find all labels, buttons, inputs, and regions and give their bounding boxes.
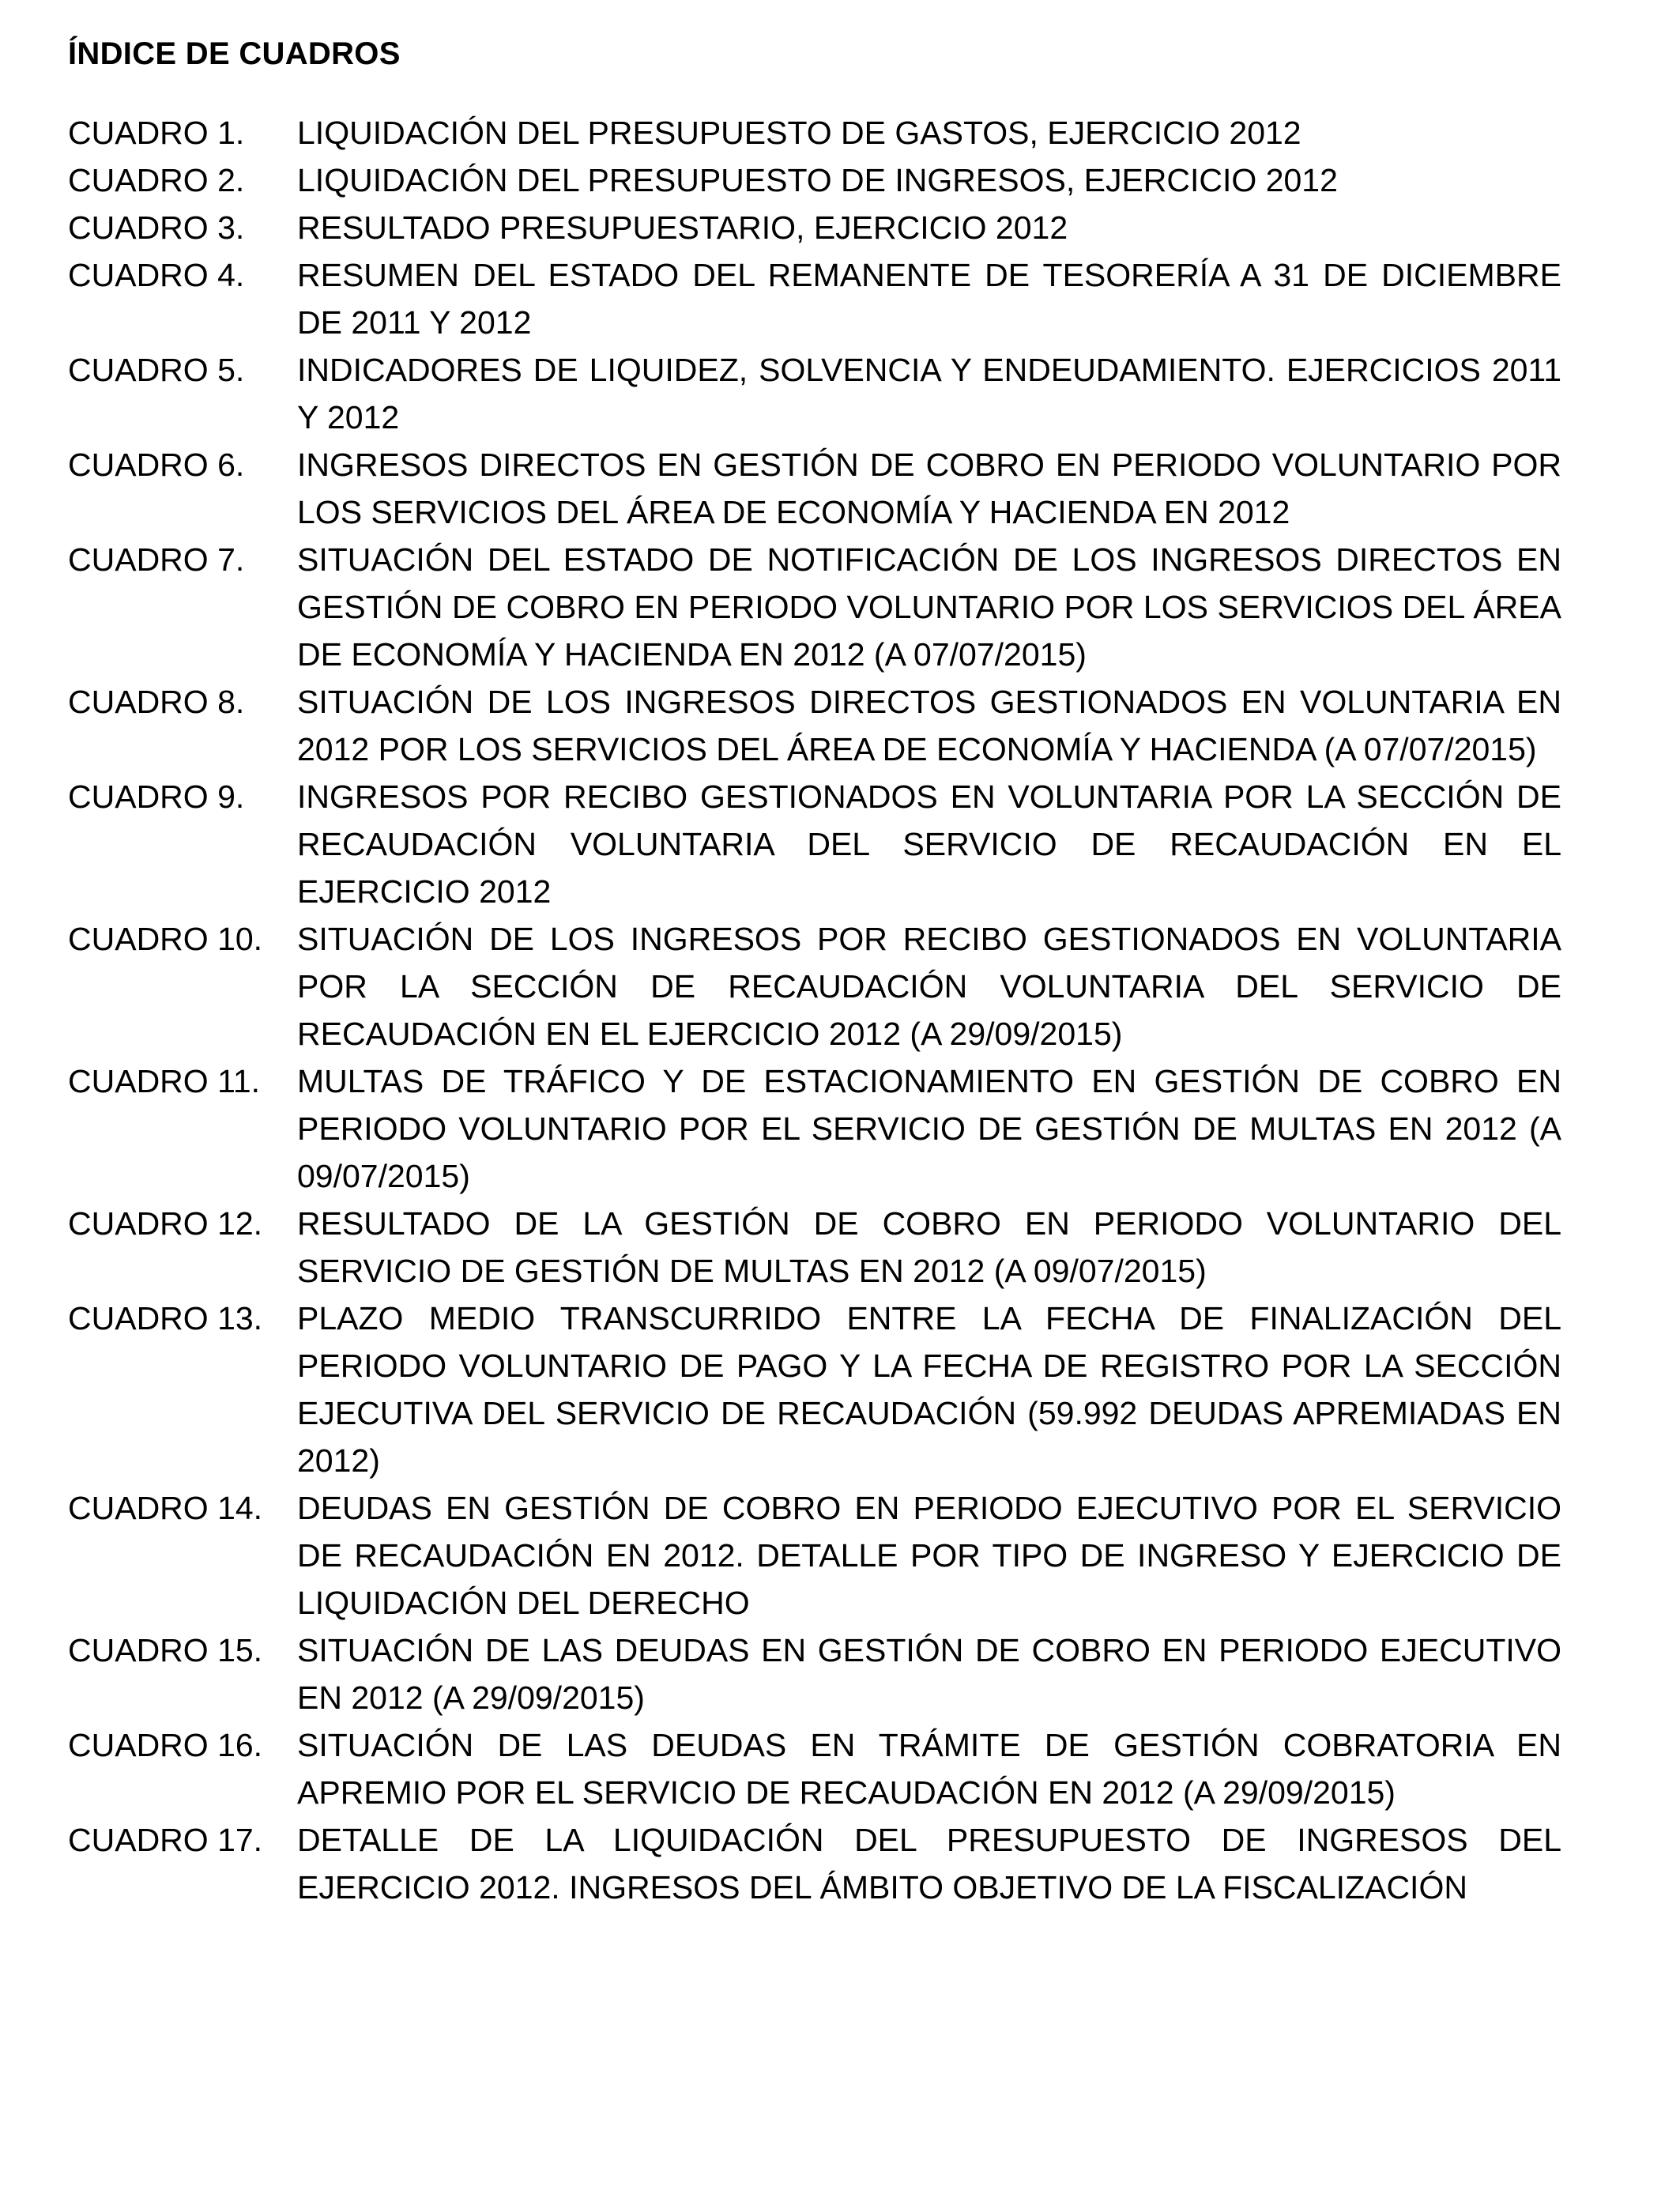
toc-entry-label: CUADRO 9.	[68, 778, 245, 815]
toc-entry-text: SITUACIÓN DE LOS INGRESOS POR RECIBO GESTIONADOS EN VOLUNTARIA POR LA SECCIÓN DE RECAUDACIÓN VOLUNTARIA DEL SERVICIO DE RECAUDACIÓN EN EL EJERCICIO 2012 (A 29/09/2015)	[297, 921, 1561, 1052]
toc-entry	[68, 536, 1561, 678]
toc-entry-text: RESULTADO DE LA GESTIÓN DE COBRO EN PERIODO VOLUNTARIO DEL SERVICIO DE GESTIÓN DE MULTAS EN 2012 (A 09/07/2015)	[297, 1205, 1561, 1289]
toc-entry-text: LIQUIDACIÓN DEL PRESUPUESTO DE INGRESOS, EJERCICIO 2012	[297, 162, 1338, 198]
toc-entry-text: RESUMEN DEL ESTADO DEL REMANENTE DE TESORERÍA A 31 DE DICIEMBRE DE 2011 Y 2012	[297, 257, 1561, 341]
toc-entry-label: CUADRO 14.	[68, 1490, 263, 1526]
toc-entry-label: CUADRO 6.	[68, 447, 245, 483]
toc-entry	[68, 109, 1561, 156]
toc-entry	[68, 1200, 1561, 1295]
toc-entry-text: SITUACIÓN DE LOS INGRESOS DIRECTOS GESTIONADOS EN VOLUNTARIA EN 2012 POR LOS SERVICIOS DEL ÁREA DE ECONOMÍA Y HACIENDA (A 07/07/2015)	[297, 684, 1561, 767]
toc-entry	[68, 678, 1561, 773]
toc-entry-text: DETALLE DE LA LIQUIDACIÓN DEL PRESUPUESTO DE INGRESOS DEL EJERCICIO 2012. INGRESOS DEL ÁMBITO OBJETIVO DE LA FISCALIZACIÓN	[297, 1822, 1561, 1906]
toc-entry	[68, 773, 1561, 915]
toc-entry-label: CUADRO 13.	[68, 1300, 263, 1336]
toc-entry-text: SITUACIÓN DE LAS DEUDAS EN TRÁMITE DE GESTIÓN COBRATORIA EN APREMIO POR EL SERVICIO DE RECAUDACIÓN EN 2012 (A 29/09/2015)	[297, 1727, 1561, 1811]
toc-entry-label: CUADRO 4.	[68, 257, 245, 293]
toc-entry-text: INGRESOS DIRECTOS EN GESTIÓN DE COBRO EN PERIODO VOLUNTARIO POR LOS SERVICIOS DEL ÁREA DE ECONOMÍA Y HACIENDA EN 2012	[297, 447, 1561, 530]
toc-entry-label: CUADRO 15.	[68, 1632, 263, 1668]
toc-entry	[68, 1721, 1561, 1816]
toc-entry-text: PLAZO MEDIO TRANSCURRIDO ENTRE LA FECHA DE FINALIZACIÓN DEL PERIODO VOLUNTARIO DE PAGO Y LA FECHA DE REGISTRO POR LA SECCIÓN EJECUTIVA DEL SERVICIO DE RECAUDACIÓN (59.992 DEUDAS APREMIADAS EN 2012)	[297, 1300, 1561, 1479]
toc-entry	[68, 1057, 1561, 1200]
toc-entry-text: MULTAS DE TRÁFICO Y DE ESTACIONAMIENTO EN GESTIÓN DE COBRO EN PERIODO VOLUNTARIO POR EL SERVICIO DE GESTIÓN DE MULTAS EN 2012 (A 09/07/2015)	[297, 1063, 1561, 1194]
toc-entry	[68, 1627, 1561, 1721]
toc-entry-label: CUADRO 1.	[68, 115, 245, 151]
toc-entry	[68, 915, 1561, 1057]
toc-entry-label: CUADRO 11.	[68, 1063, 261, 1099]
toc-entry-text: DEUDAS EN GESTIÓN DE COBRO EN PERIODO EJECUTIVO POR EL SERVICIO DE RECAUDACIÓN EN 2012. DETALLE POR TIPO DE INGRESO Y EJERCICIO DE LIQUIDACIÓN DEL DERECHO	[297, 1490, 1561, 1621]
toc-entry-text: INDICADORES DE LIQUIDEZ, SOLVENCIA Y ENDEUDAMIENTO. EJERCICIOS 2011 Y 2012	[297, 352, 1561, 435]
table-of-contents	[68, 109, 1561, 1911]
toc-entry-text: RESULTADO PRESUPUESTARIO, EJERCICIO 2012	[297, 209, 1068, 246]
toc-entry-label: CUADRO 5.	[68, 352, 245, 388]
toc-entry-label: CUADRO 12.	[68, 1205, 263, 1242]
toc-entry-label: CUADRO 10.	[68, 921, 263, 957]
toc-entry-label: CUADRO 3.	[68, 209, 245, 246]
toc-entry	[68, 1816, 1561, 1911]
toc-entry	[68, 441, 1561, 536]
toc-entry	[68, 204, 1561, 251]
toc-entry-label: CUADRO 17.	[68, 1822, 263, 1858]
toc-entry	[68, 346, 1561, 441]
toc-entry-text: LIQUIDACIÓN DEL PRESUPUESTO DE GASTOS, EJERCICIO 2012	[297, 115, 1301, 151]
toc-entry	[68, 1484, 1561, 1627]
document-page	[68, 32, 1561, 1911]
toc-entry-label: CUADRO 2.	[68, 162, 245, 198]
toc-entry	[68, 1295, 1561, 1484]
page-title: ÍNDICE DE CUADROS	[68, 36, 401, 71]
toc-entry-label: CUADRO 7.	[68, 541, 245, 578]
toc-entry	[68, 251, 1561, 346]
toc-entry-text: INGRESOS POR RECIBO GESTIONADOS EN VOLUNTARIA POR LA SECCIÓN DE RECAUDACIÓN VOLUNTARIA DEL SERVICIO DE RECAUDACIÓN EN EL EJERCICIO 2012	[297, 778, 1561, 910]
toc-entry	[68, 156, 1561, 204]
toc-entry-text: SITUACIÓN DEL ESTADO DE NOTIFICACIÓN DE LOS INGRESOS DIRECTOS EN GESTIÓN DE COBRO EN PERIODO VOLUNTARIO POR LOS SERVICIOS DEL ÁREA DE ECONOMÍA Y HACIENDA EN 2012 (A 07/07/2015)	[297, 541, 1561, 673]
toc-entry-label: CUADRO 8.	[68, 684, 245, 720]
toc-entry-text: SITUACIÓN DE LAS DEUDAS EN GESTIÓN DE COBRO EN PERIODO EJECUTIVO EN 2012 (A 29/09/2015)	[297, 1632, 1561, 1716]
toc-entry-label: CUADRO 16.	[68, 1727, 263, 1763]
